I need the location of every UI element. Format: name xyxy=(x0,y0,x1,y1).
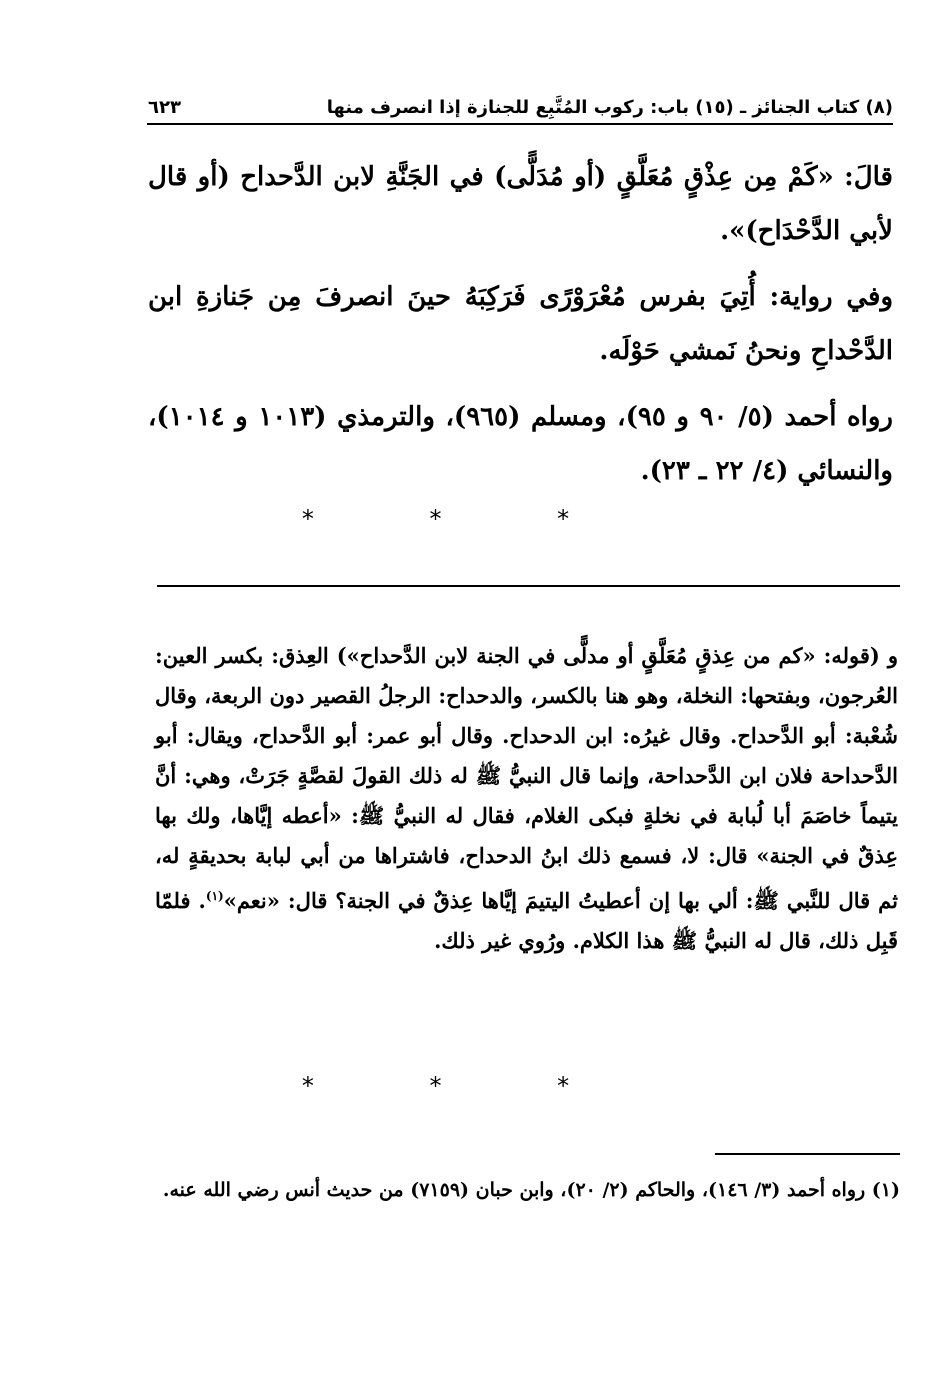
running-title: (٨) كتاب الجنائز ـ (١٥) باب: ركوب المُتَّبِع للجنازة إذا انصرف منها xyxy=(326,97,893,118)
footnotes xyxy=(155,1172,900,1208)
hadith-paragraph: قالَ: «كَمْ مِن عِذْقٍ مُعَلَّقٍ (أو مُدَلًّى) في الجَنَّةِ لابن الدَّحداح (أو قال لأبي الدَّحْدَاح)». xyxy=(148,162,893,246)
footnote-rule xyxy=(715,1153,900,1155)
hadith-citation: رواه أحمد (٥/ ٩٠ و ٩٥)، ومسلم (٩٦٥)، والترمذي (١٠١٣ و ١٠١٤)، والنسائي (٤/ ٢٢ ـ ٢٣). xyxy=(148,402,893,486)
page-number: ٦٢٣ xyxy=(148,97,181,118)
commentary-text-part: . فلمّا قَبِل ذلك، قال له النبيُّ ﷺ هذا الكلام. ورُوي غير ذلك. xyxy=(155,888,898,953)
commentary-text-part: و (قوله: «كم من عِذقٍ مُعَلَّقٍ أو مدلًّى في الجنة لابن الدَّحداح») العِذق: بكسر العين: العُرجون، وبفتحها: النخلة، وهو هنا بالكسر، والدحداح: الرجلُ القصير دون الربعة، وقال شُعْبة: أبو الدَّحداح. وقال غيرُه: ابن الدحداح. وقال أبو عمر: أبو الدَّحداح، ويقال: أبو الدَّحداحة فلان ابن الدَّحداحة، وإنما قال النبيُّ ﷺ له ذلك القولَ لقصَّةٍ جَرَتْ، وهي: أنَّ يتيماً خاصَمَ أبا لُبابة في نخلةٍ فبكى الغلام، فقال له النبيُّ ﷺ: «أعطه إيَّاها، ولك بها عِذقٌ في الجنة» قال: لا، فسمع ذلك ابنُ الدحداح، فاشتراها من أبي لبابة بحديقةٍ له، ثم قال للنَّبي ﷺ: ألي بها إن أعطيتُ اليتيمَ إيَّاها عِذقٌ في الجنة؟ قال: «نعم» xyxy=(155,643,898,913)
running-header xyxy=(148,84,893,118)
hadith-text xyxy=(148,150,893,510)
footnote-marker[interactable]: (١) xyxy=(205,889,224,903)
star-separator: * * * xyxy=(301,1072,624,1100)
hadith-paragraph: وفي رواية: أُتِيَ بفرس مُعْرَوْرًى فَرَكِبَهُ حينَ انصرفَ مِن جَنازةِ ابن الدَّحْداحِ ونحنُ نَمشي حَوْلَه. xyxy=(148,282,893,366)
star-separator: * * * xyxy=(301,505,624,533)
footnote: (١) رواه أحمد (٣/ ١٤٦)، والحاكم (٢/ ٢٠)، وابن حبان (٧١٥٩) من حديث أنس رضي الله عنه. xyxy=(162,1179,900,1201)
section-rule xyxy=(157,585,900,587)
commentary-paragraph xyxy=(155,636,898,961)
commentary-text xyxy=(155,636,898,961)
header-rule xyxy=(147,123,893,125)
